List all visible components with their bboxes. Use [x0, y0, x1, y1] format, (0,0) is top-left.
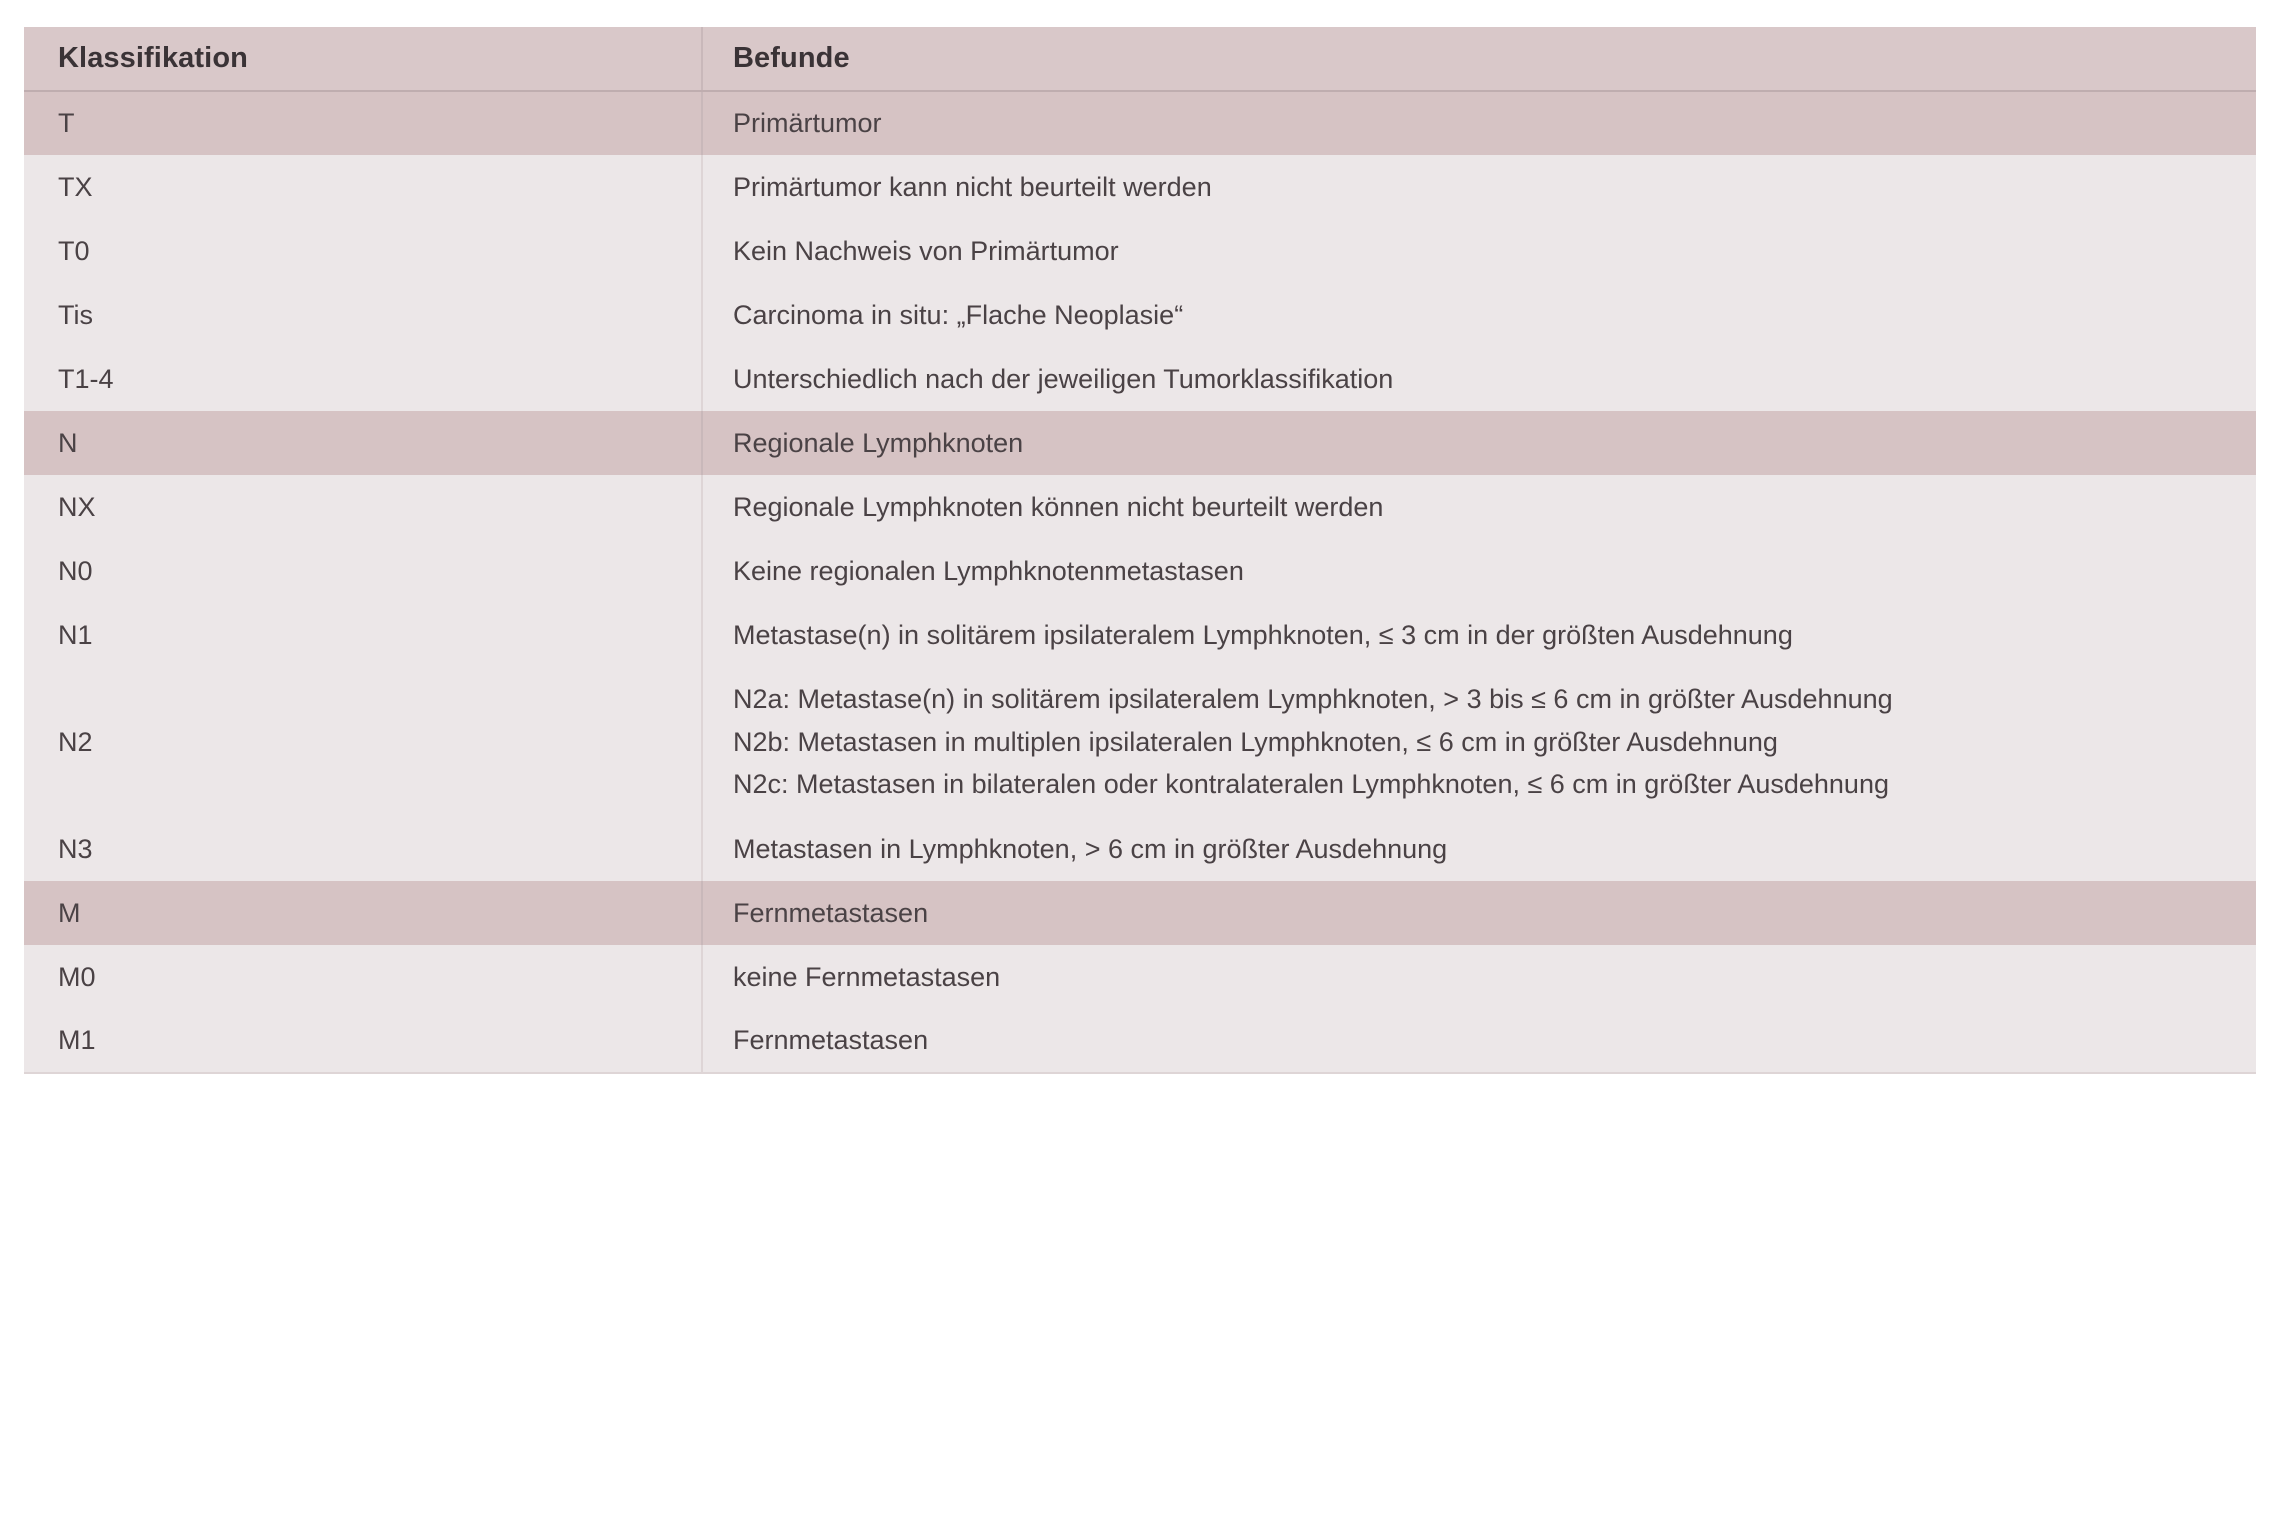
cell-classification	[24, 411, 702, 475]
findings-text: Fernmetastasen	[733, 1025, 929, 1056]
cell-findings	[702, 347, 2256, 411]
classification-code: T0	[58, 235, 90, 266]
findings-line: N2b: Metastasen in multiplen ipsilateralen Lymphknoten, ≤ 6 cm in größter Ausdehnung	[733, 726, 1778, 757]
classification-code: Tis	[58, 299, 93, 330]
findings-line-list	[733, 678, 2230, 805]
table-row	[24, 347, 2256, 411]
cell-findings	[702, 219, 2256, 283]
tnm-classification-table	[24, 27, 2256, 1074]
classification-code: M0	[58, 961, 96, 992]
findings-text: Carcinoma in situ: „Flache Neoplasie“	[733, 299, 1184, 330]
cell-classification	[24, 817, 702, 881]
table-row	[24, 603, 2256, 667]
classification-code: N2	[58, 726, 93, 757]
table-row	[24, 1009, 2256, 1073]
cell-classification	[24, 91, 702, 155]
cell-findings	[702, 539, 2256, 603]
cell-findings	[702, 881, 2256, 945]
cell-classification	[24, 667, 702, 817]
classification-code: M1	[58, 1025, 96, 1056]
findings-text: Regionale Lymphknoten können nicht beurteilt werden	[733, 491, 1384, 522]
table-body	[24, 91, 2256, 1073]
classification-code: T	[58, 108, 75, 139]
cell-findings	[702, 1009, 2256, 1073]
cell-findings	[702, 283, 2256, 347]
cell-findings	[702, 817, 2256, 881]
findings-text: Unterschiedlich nach der jeweiligen Tumorklassifikation	[733, 363, 1394, 394]
cell-findings	[702, 475, 2256, 539]
table-row	[24, 539, 2256, 603]
findings-text: Fernmetastasen	[733, 897, 929, 928]
cell-classification	[24, 347, 702, 411]
table-header-row	[24, 27, 2256, 91]
findings-text: Kein Nachweis von Primärtumor	[733, 235, 1119, 266]
table-row	[24, 667, 2256, 817]
classification-code: N0	[58, 555, 93, 586]
cell-classification	[24, 881, 702, 945]
findings-text: Metastasen in Lymphknoten, > 6 cm in größter Ausdehnung	[733, 833, 1448, 864]
cell-findings	[702, 155, 2256, 219]
classification-code: T1-4	[58, 363, 114, 394]
cell-findings	[702, 603, 2256, 667]
cell-classification	[24, 539, 702, 603]
tnm-table-container	[24, 27, 2256, 1074]
findings-text: Primärtumor	[733, 108, 882, 139]
cell-findings	[702, 945, 2256, 1009]
findings-line: N2a: Metastase(n) in solitärem ipsilateralem Lymphknoten, > 3 bis ≤ 6 cm in größter Ausdehnung	[733, 684, 1893, 715]
findings-text: Regionale Lymphknoten	[733, 427, 1024, 458]
column-header-befunde: Befunde	[702, 27, 2256, 91]
table-row	[24, 945, 2256, 1009]
cell-classification	[24, 283, 702, 347]
table-section-row	[24, 91, 2256, 155]
classification-code: N	[58, 427, 78, 458]
cell-findings	[702, 411, 2256, 475]
table-row	[24, 155, 2256, 219]
findings-line: N2c: Metastasen in bilateralen oder kontralateralen Lymphknoten, ≤ 6 cm in größter Ausdehnung	[733, 769, 1889, 800]
cell-classification	[24, 219, 702, 283]
cell-findings	[702, 667, 2256, 817]
table-header	[24, 27, 2256, 91]
classification-code: M	[58, 897, 81, 928]
classification-code: NX	[58, 491, 96, 522]
cell-findings	[702, 91, 2256, 155]
classification-code: N1	[58, 619, 93, 650]
table-row	[24, 475, 2256, 539]
cell-classification	[24, 945, 702, 1009]
findings-text: Keine regionalen Lymphknotenmetastasen	[733, 555, 1244, 586]
findings-text: keine Fernmetastasen	[733, 961, 1001, 992]
classification-code: N3	[58, 833, 93, 864]
table-section-row	[24, 881, 2256, 945]
table-row	[24, 817, 2256, 881]
cell-classification	[24, 475, 702, 539]
cell-classification	[24, 155, 702, 219]
findings-text: Primärtumor kann nicht beurteilt werden	[733, 171, 1212, 202]
classification-code: TX	[58, 171, 93, 202]
cell-classification	[24, 603, 702, 667]
table-section-row	[24, 411, 2256, 475]
column-header-klassifikation: Klassifikation	[24, 27, 702, 91]
table-row	[24, 219, 2256, 283]
table-row	[24, 283, 2256, 347]
cell-classification	[24, 1009, 702, 1073]
findings-text: Metastase(n) in solitärem ipsilateralem Lymphknoten, ≤ 3 cm in der größten Ausdehnung	[733, 619, 1793, 650]
